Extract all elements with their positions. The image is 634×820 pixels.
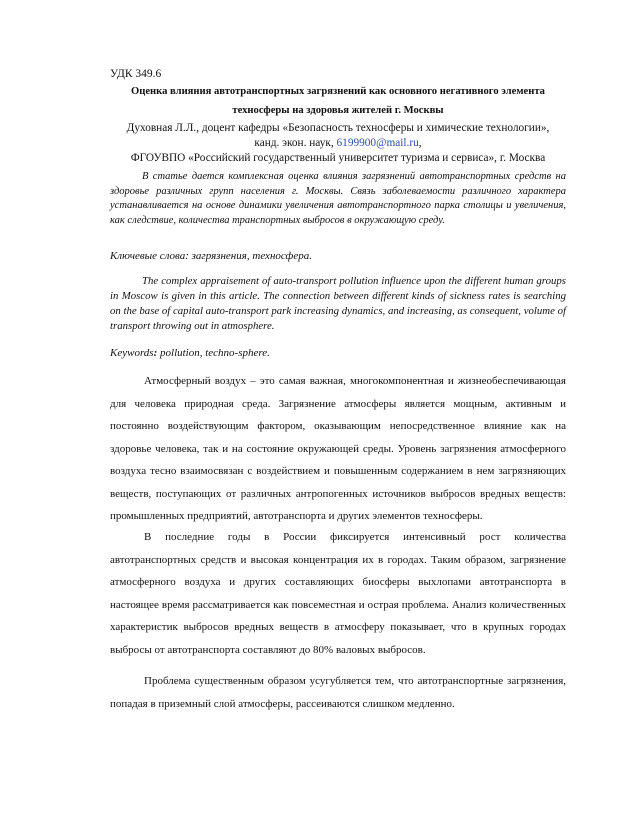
keywords-en <box>110 346 566 360</box>
author-university-line: ФГОУВПО «Российский государственный университет туризма и сервиса», г. Москва <box>130 152 546 164</box>
keywords-en-text: pollution, techno-sphere. <box>157 347 270 359</box>
author-email-link[interactable]: 6199900@mail.ru <box>336 137 419 149</box>
keywords-ru: Ключевые слова: загрязнения, техносфера. <box>110 250 312 262</box>
author-degree-suffix: , <box>418 137 422 149</box>
body-paragraph-3: Проблема существенным образом усугубляется тем, что автотранспортные загрязнения, попадая в приземный слой атмосферы, рассеиваются слишком медленно. <box>110 675 566 710</box>
body-paragraph-1: Атмосферный воздух – это самая важная, многокомпонентная и жизнеобеспечивающая для человека природная среда. Загрязнение атмосферы является мощным, активным и постоянно воздействующим фактором, оказывающим непосредственное влияние как на здоровье человека, так и на состояние окружающей среды. Уровень загрязнения атмосферного воздуха тесно взаимосвязан с воздействием и повышенным содержанием в нем загрязняющих веществ, поступающих от различных антропогенных источников выбросов вредных веществ: промышленных предприятий, автотранспорта и других элементов техносферы. <box>110 375 566 522</box>
author-affiliation-line: Духовная Л.Л., доцент кафедры «Безопасность техносферы и химические технологии», <box>126 122 550 134</box>
author-block <box>110 121 566 166</box>
article-title: Оценка влияния автотранспортных загрязнений как основного негативного элемента техносферы на здоровья жителей г. Москвы <box>131 86 545 116</box>
keywords-en-label: Keywords <box>110 347 154 359</box>
abstract-ru: В статье дается комплексная оценка влияния загрязнений автотранспортных средств на здоровье различных групп населения г. Москвы. Связь заболеваемости различного характера устанавливается на основе динамики увеличения автотранспортного парка столицы и увеличения, как следствие, количества транспортных выбросов в окружающую среду. <box>110 171 566 227</box>
author-degree: канд. экон. наук, <box>254 137 334 149</box>
keywords-en-colon: : <box>153 347 158 359</box>
abstract-en: The complex appraisement of auto-transport pollution influence upon the different human groups in Moscow is given in this article. The connection between different kinds of sickness rates is searching on the base of capital auto-transport park increasing dynamics, and increasing, as consequent, volume of transport throwing out in atmosphere. <box>110 275 566 332</box>
author-degree-line <box>110 136 566 151</box>
body-paragraph-2: В последние годы в России фиксируется интенсивный рост количества автотранспортных средств и высокая концентрация их в городах. Таким образом, загрязнение атмосферного воздуха и других составляющих биосферы выхлопами автотранспорта в настоящее время рассматривается как повсеместная и острая проблема. Анализ количественных характеристик выбросов вредных веществ в атмосферу показывает, что в крупных городах выбросы от автотранспорта составляют до 80% валовых выбросов. <box>110 531 566 656</box>
udk-code: УДК 349.6 <box>110 68 162 80</box>
